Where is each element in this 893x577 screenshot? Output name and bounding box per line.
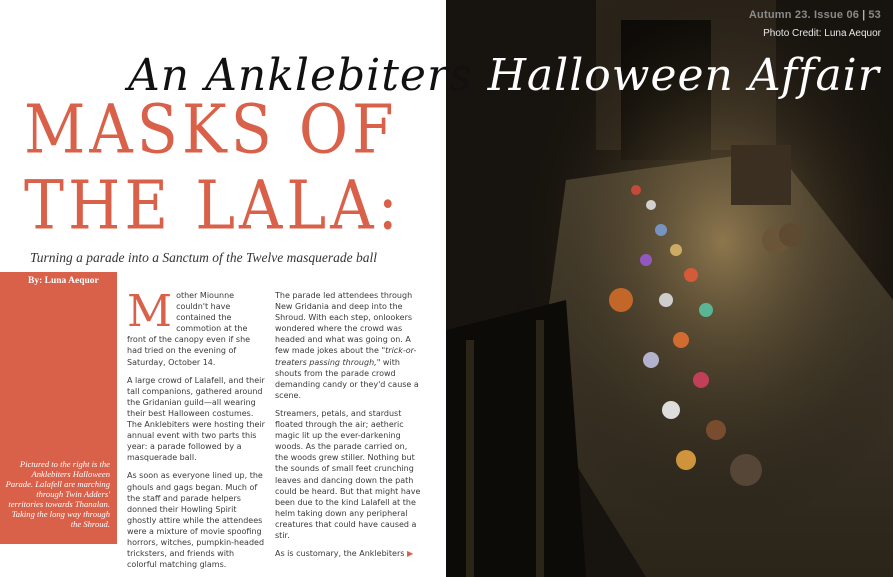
paragraph xyxy=(127,286,265,368)
drop-cap: M xyxy=(127,286,173,337)
paragraph: As soon as everyone lined up, the ghouls and gags began. Much of the staff and parade helpers donned their Howling Spirit ghostly attire while the attendees were a mixture of movie spoofing horrors, witches, pumpkin-headed tricksters, and friends with colorful matching glams. xyxy=(127,471,265,570)
photo-credit: Photo Credit: Luna Aequor xyxy=(763,28,881,39)
paragraph xyxy=(275,548,421,559)
continue-arrow-icon: ▶ xyxy=(406,549,414,559)
issue-label: Autumn 23. Issue 06 xyxy=(748,9,860,21)
headline-line-1: MASKS OF xyxy=(24,90,398,170)
paragraph: A large crowd of Lalafell, and their tall companions, gathered around the Gridanian guild—all wearing their best Halloween costumes. The Anklebiters were hosting their annual event with two parts this year: a parade followed by a masquerade ball. xyxy=(127,375,265,463)
paragraph: Streamers, petals, and stardust floated through the air; aetheric magic lit up the ever-darkening woods. As the parade carried on, the woods grew stiller. Nothing but the sounds of small feet crunching leaves and dancing down the path could be heard. But that might have been due to the kind Lalafell at the helm taking down any peripheral creatures that could have caused a stir. xyxy=(275,408,421,540)
body-column-1 xyxy=(127,286,265,577)
paragraph-text: with shouts from the parade crowd demanding candy or they'd cause a scene. xyxy=(275,357,419,400)
photo-caption: Pictured to the right is the Anklebiters Halloween Parade. Lalafell are marching through Twin Adders' territories towards Thanalan. Taking the long way through the Shroud. xyxy=(5,459,110,529)
subhead: Turning a parade into a Sanctum of the Twelve masquerade ball xyxy=(30,250,377,265)
page-number: 53 xyxy=(868,9,881,21)
quote-text: "trick-or-treaters passing through," xyxy=(275,346,417,367)
paragraph xyxy=(275,290,421,401)
paragraph-text: As is customary, the Anklebiters xyxy=(275,549,405,559)
paragraph-text: other Miounne couldn't have contained the commotion at the front of the canopy even if she had tried on the evening of Saturday, October 14. xyxy=(127,291,251,367)
issue-separator: | xyxy=(862,9,866,21)
byline: By: Luna Aequor xyxy=(28,276,99,286)
issue-line xyxy=(749,9,881,21)
headline-line-2: THE LALA: xyxy=(24,167,402,246)
script-title-part-a: An Anklebiters xyxy=(128,50,473,101)
script-title-part-b: Halloween Affair xyxy=(487,50,880,101)
body-column-2 xyxy=(275,290,421,566)
paragraph-text: The parade led attendees through New Gridania and deep into the Shroud. With each step, onlookers wondered where the crowd was headed and what was going on. A few made jokes about the xyxy=(275,291,413,356)
headline xyxy=(24,92,424,244)
